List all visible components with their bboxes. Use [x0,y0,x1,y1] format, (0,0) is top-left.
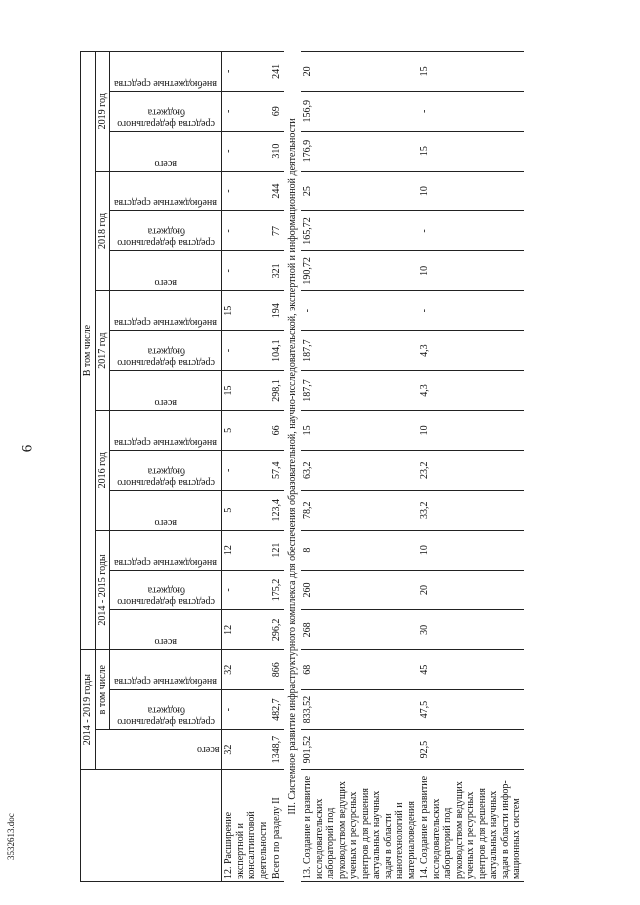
cell-value: 187,7 [301,331,418,371]
cell-value: 4,3 [418,331,524,371]
row-label: Всего по разделу II [270,770,284,882]
cell-value: - [222,450,271,490]
cell-value: 77 [270,211,284,251]
cell-value: 10 [418,171,524,211]
cell-value: 4,3 [418,371,524,411]
cell-value: - [222,91,271,131]
cell-value: 57,4 [270,450,284,490]
sub-extra-3: внебюджетные средства [114,197,218,209]
cell-value: 10 [418,530,524,570]
cell-value: 165,72 [301,211,418,251]
cell-value: 482,7 [270,690,284,730]
cell-value: 156,9 [301,91,418,131]
cell-value: 10 [418,251,524,291]
sub-federal-1: средства федерального бюджета [117,465,215,488]
sub-federal-total: средства федерального бюджета [117,704,215,728]
footer-filename: 3532613.doc [6,813,16,860]
cell-value: 63,2 [301,450,418,490]
cell-value: - [222,570,271,610]
cell-value: 260 [301,570,418,610]
col-total: всего [197,744,220,756]
cell-value: 15 [418,131,524,171]
cell-value: 47,5 [418,690,524,730]
cell-value: 244 [270,171,284,211]
cell-value: 123,4 [270,490,284,530]
period-total-header: 2014 - 2019 годы [81,650,96,770]
cell-value: 32 [222,730,271,770]
cell-value: - [418,291,524,331]
cell-value: 69 [270,91,284,131]
year-header-3: 2017 год [95,291,110,411]
year-header-2: 2016 год [95,410,110,530]
cell-value: - [222,51,271,91]
cell-value: 866 [270,650,284,690]
sub-extra-1: внебюджетные средства [114,436,218,448]
rotated-table-wrapper [80,52,600,882]
including-top-header: В том числе [81,51,96,649]
cell-value: 15 [222,371,271,411]
including-header: в том числе [95,650,110,730]
row-label: 12. Расширение экспертной и консалтинговой деятельности [222,770,271,882]
cell-value: - [222,131,271,171]
sub-total-2: всего [154,396,178,408]
cell-value: 8 [301,530,418,570]
cell-value: - [222,251,271,291]
sub-federal-3: средства федерального бюджета [117,225,215,249]
cell-value: 25 [301,171,418,211]
table-row [418,51,524,881]
sub-extra-2: внебюджетные средства [114,317,218,329]
cell-value: 20 [301,51,418,91]
cell-value: 92,5 [418,730,524,770]
cell-value: - [301,291,418,331]
table-row [270,51,284,881]
cell-value: 12 [222,610,271,650]
cell-value: 15 [418,51,524,91]
cell-value: 23,2 [418,450,524,490]
cell-value: - [222,171,271,211]
cell-value: 194 [270,291,284,331]
cell-value: - [418,91,524,131]
cell-value: 321 [270,251,284,291]
cell-value: 20 [418,570,524,610]
cell-value: 310 [270,131,284,171]
cell-value: 296,2 [270,610,284,650]
cell-value: 833,52 [301,690,418,730]
cell-value: 15 [301,410,418,450]
row-label: 14. Создание и развитие исследовательских лабораторий под руководством ведущих ученых и ресурсных центров для решения актуальных научных задач в области инфор-мационных систем [418,770,524,882]
sub-extra-4: внебюджетные средства [114,77,218,89]
sub-total-4: всего [154,157,178,169]
cell-value: - [222,690,271,730]
row-label: 13. Создание и развитие исследовательских лабораторий под руководством ведущих ученых и ресурсных центров для решения актуальных научных задач в области нанотехнологий и материаловедения [301,770,418,882]
cell-value: 5 [222,410,271,450]
cell-value: 78,2 [301,490,418,530]
year-header-4: 2018 год [95,171,110,291]
cell-value: 121 [270,530,284,570]
sub-federal-0: средства федерального бюджета [117,584,215,608]
sub-total-1: всего [154,516,178,528]
cell-value: 187,7 [301,371,418,411]
sub-federal-4: средства федерального бюджета [117,106,215,129]
page-number: 6 [19,444,36,453]
cell-value: 15 [222,291,271,331]
table-row [222,51,271,881]
cell-value: 45 [418,650,524,690]
budget-table [80,51,524,882]
cell-value: 176,9 [301,131,418,171]
cell-value: 175,2 [270,570,284,610]
cell-value: - [418,211,524,251]
sub-federal-2: средства федерального бюджета [117,345,215,369]
sub-total-0: всего [154,636,178,648]
cell-value: 30 [418,610,524,650]
cell-value: 241 [270,51,284,91]
cell-value: 190,72 [301,251,418,291]
cell-value: 901,52 [301,730,418,770]
cell-value: 12 [222,530,271,570]
cell-value: 10 [418,410,524,450]
cell-value: 5 [222,490,271,530]
year-header-1: 2014 - 2015 годы [95,530,110,650]
cell-value: 66 [270,410,284,450]
section-title: III. Системное развитие инфраструктурного комплекса для обеспечения образовательной, научно-исследовательской, экспертной и информационной деятельности [286,118,298,815]
cell-value: 1348,7 [270,730,284,770]
year-header-5: 2019 год [95,51,110,171]
cell-value: 32 [222,650,271,690]
cell-value: 33,2 [418,490,524,530]
cell-value: 268 [301,610,418,650]
sub-total-3: всего [154,277,178,289]
cell-value: 298,1 [270,371,284,411]
cell-value: - [222,331,271,371]
cell-value: 68 [301,650,418,690]
sub-extra-0: внебюджетные средства [114,556,218,568]
cell-value: - [222,211,271,251]
table-row [301,51,418,881]
cell-value: 104,1 [270,331,284,371]
sub-extra-total: внебюджетные средства [114,676,218,688]
